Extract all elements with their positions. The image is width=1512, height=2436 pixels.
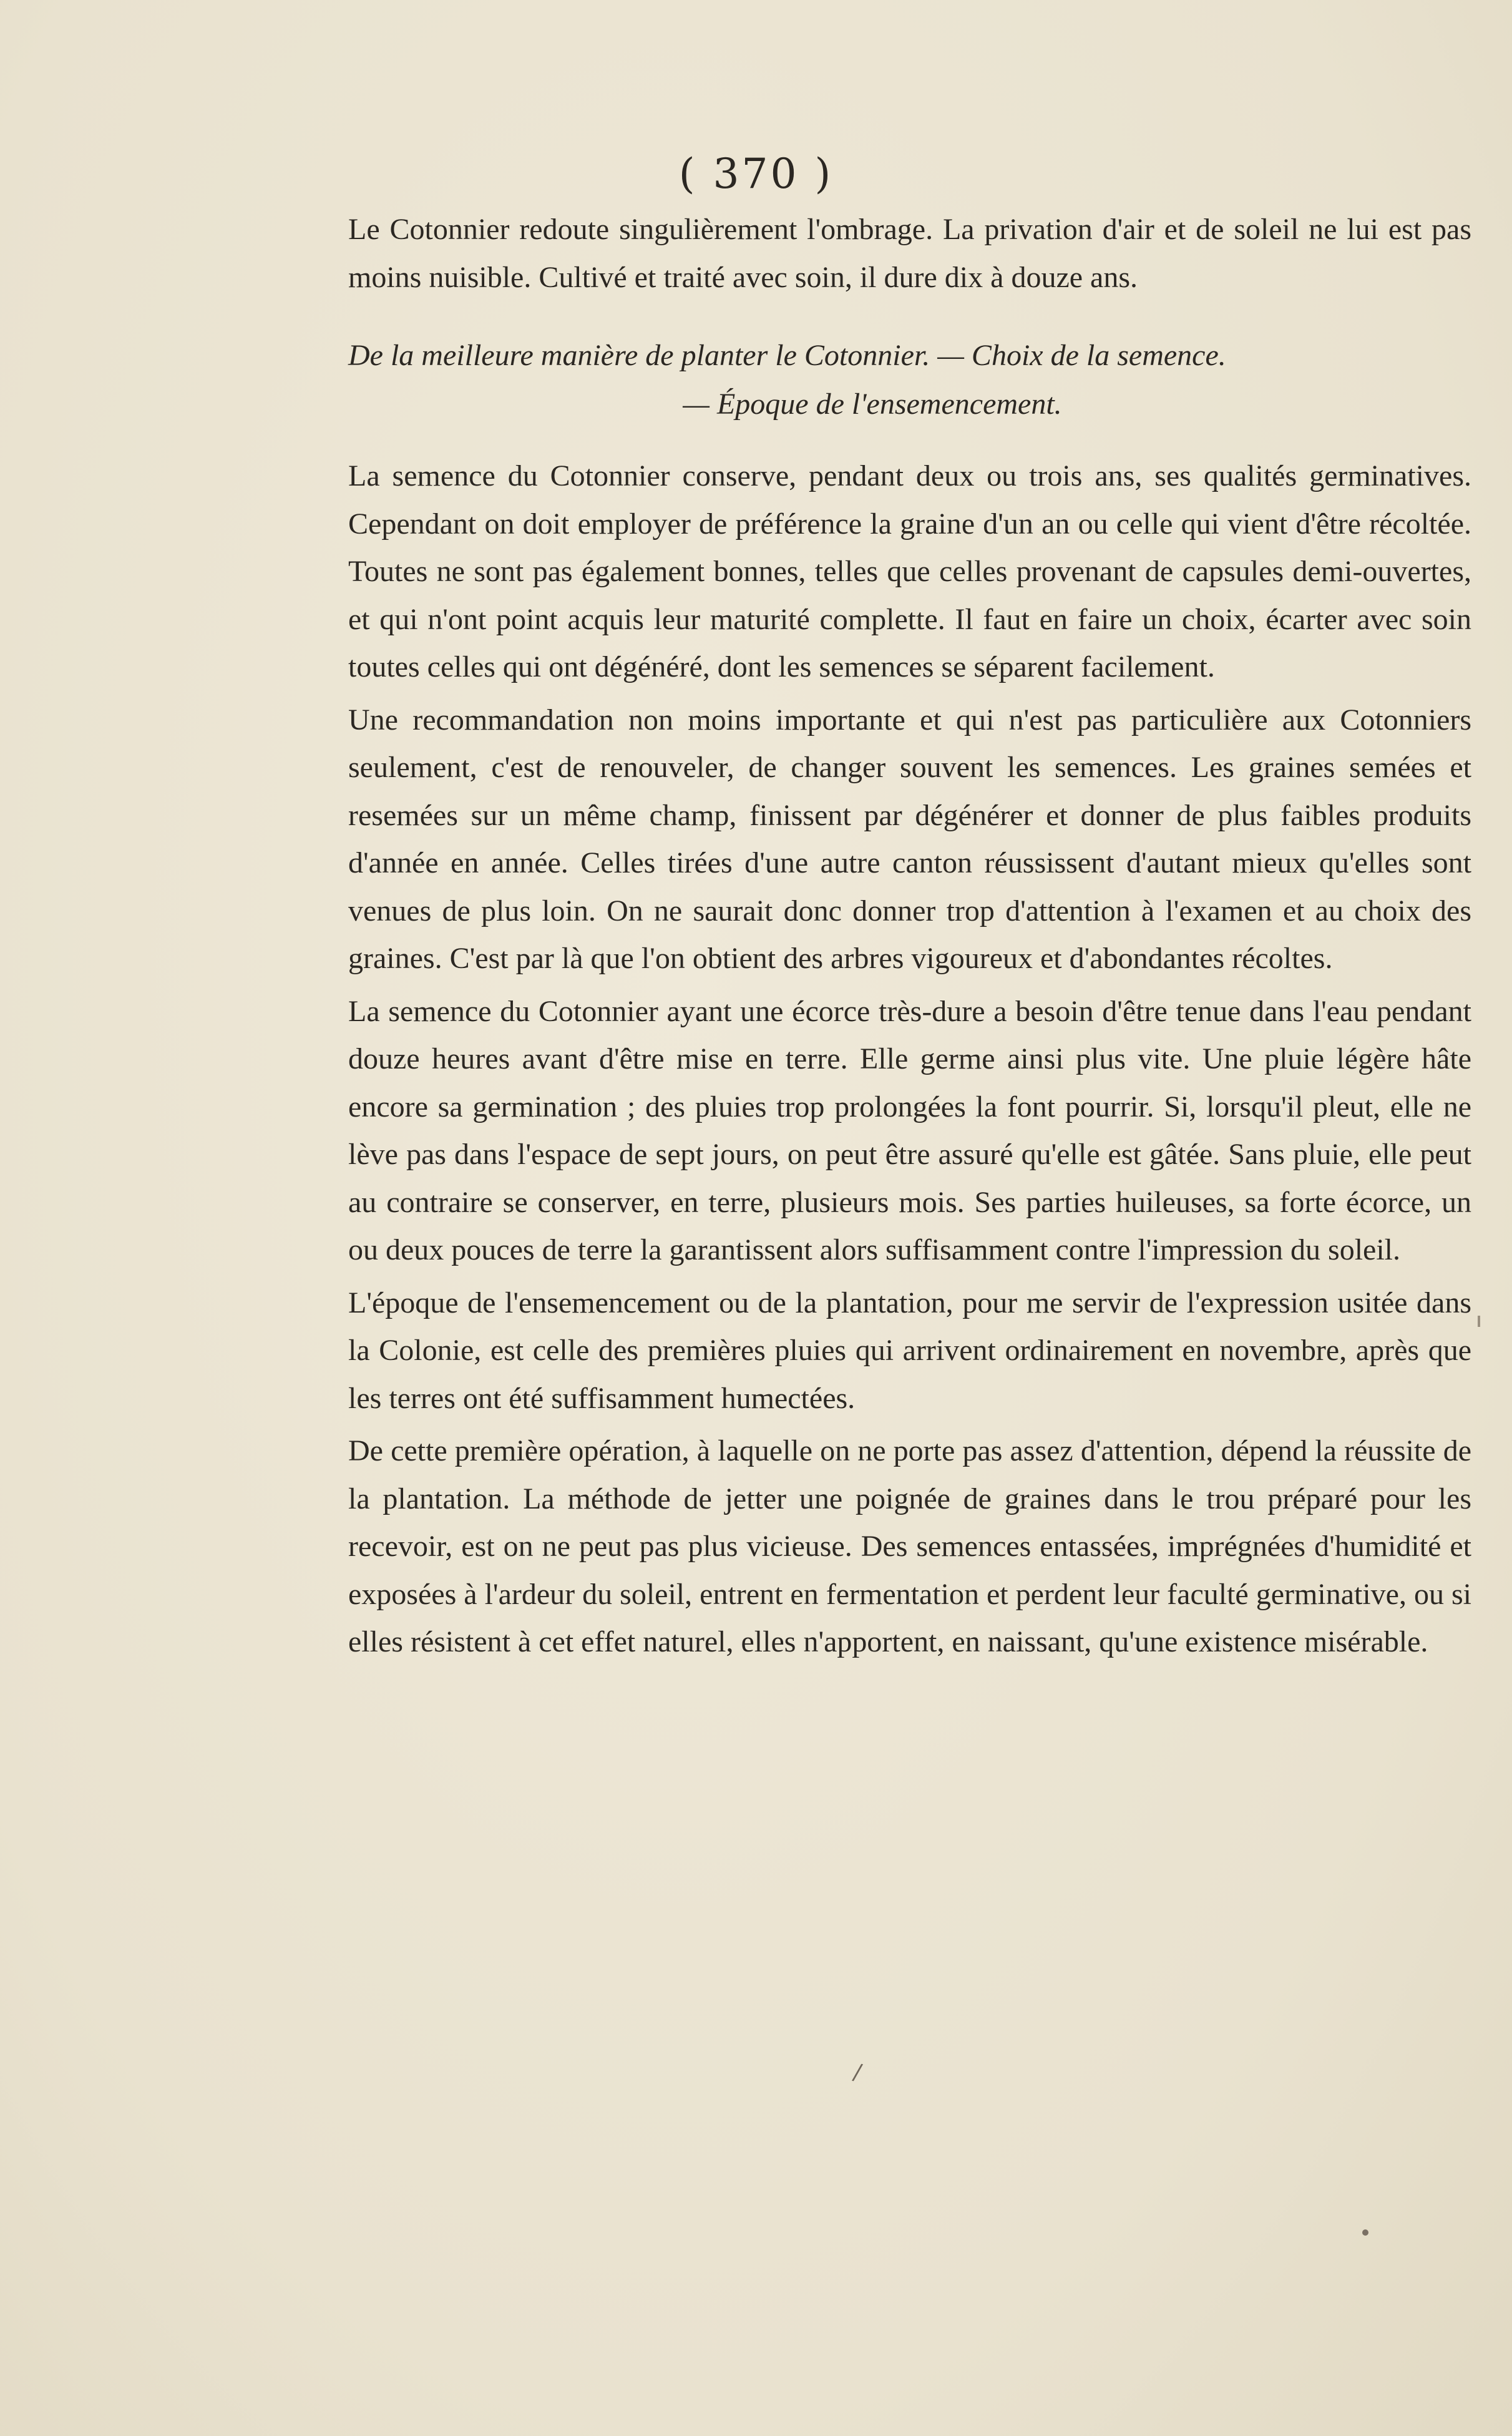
paragraph: La semence du Cotonnier ayant une écorce très-dure a besoin d'être tenue dans l'eau pendant douze heures avant d'être mise en terre. Elle germe ainsi plus vite. Une pluie légère hâte encore sa germination ; des pluies trop prolongées la font pourrir. Si, lorsqu'il pleut, elle ne lève pas dans l'espace de sept jours, on peut être assuré qu'elle est gâtée. Sans pluie, elle peut au contraire se conserver, en terre, plusieurs mois. Ses parties huileuses, sa forte écorce, un ou deux pouces de terre la garantissent alors suffisamment contre l'impression du soleil.: [348, 994, 1471, 1266]
paragraph: L'époque de l'ensemencement ou de la plantation, pour me servir de l'expression usitée dans la Colonie, est celle des premières pluies qui arrivent ordinairement en novembre, après que les terres ont été suffisamment humectées.: [348, 1286, 1471, 1415]
text-body: [348, 206, 1471, 1666]
section-heading: [348, 331, 1471, 429]
paragraph: La semence du Cotonnier conserve, pendant deux ou trois ans, ses qualités germinatives. Cependant on doit employer de préférence la graine d'un an ou celle qui vient d'être récoltée. Toutes ne sont pas également bonnes, telles que celles provenant de capsules demi-ouvertes, et qui n'ont point acquis leur maturité complette. Il faut en faire un choix, écarter avec soin toutes celles qui ont dégénéré, dont les semences se séparent facilement.: [348, 459, 1471, 683]
paragraph: De cette première opération, à laquelle on ne porte pas assez d'attention, dépend la réussite de la plantation. La méthode de jetter une poignée de graines dans le trou préparé pour les recevoir, est on ne peut pas plus vicieuse. Des semences entassées, imprégnées d'humidité et exposées à l'ardeur du soleil, entrent en fermentation et perdent leur faculté germinative, ou si elles résistent à cet effet naturel, elles n'apportent, en naissant, qu'une existence misérable.: [348, 1434, 1471, 1658]
section-heading-line-1: De la meilleure manière de planter le Cotonnier. — Choix de la semence.: [348, 339, 1226, 372]
section-heading-line-2: — Époque de l'ensemencement.: [683, 388, 1062, 421]
pencil-mark: /: [851, 2059, 864, 2086]
page-number: ( 370 ): [678, 150, 834, 198]
margin-mark: [1478, 1316, 1480, 1327]
ink-spot: [1362, 2229, 1368, 2236]
paragraph: Une recommandation non moins importante et qui n'est pas particulière aux Cotonniers seulement, c'est de renouveler, de changer souvent les semences. Les graines semées et resemées sur un même champ, finissent par dégénérer et donner de plus faibles produits d'année en année. Celles tirées d'une autre canton réussissent d'autant mieux qu'elles sont venues de plus loin. On ne saurait donc donner trop d'attention à l'examen et au choix des graines. C'est par là que l'on obtient des arbres vigoureux et d'abondantes récoltes.: [348, 703, 1471, 975]
paragraph: Le Cotonnier redoute singulièrement l'ombrage. La privation d'air et de soleil ne lui est pas moins nuisible. Cultivé et traité avec soin, il dure dix à douze ans.: [348, 213, 1471, 294]
